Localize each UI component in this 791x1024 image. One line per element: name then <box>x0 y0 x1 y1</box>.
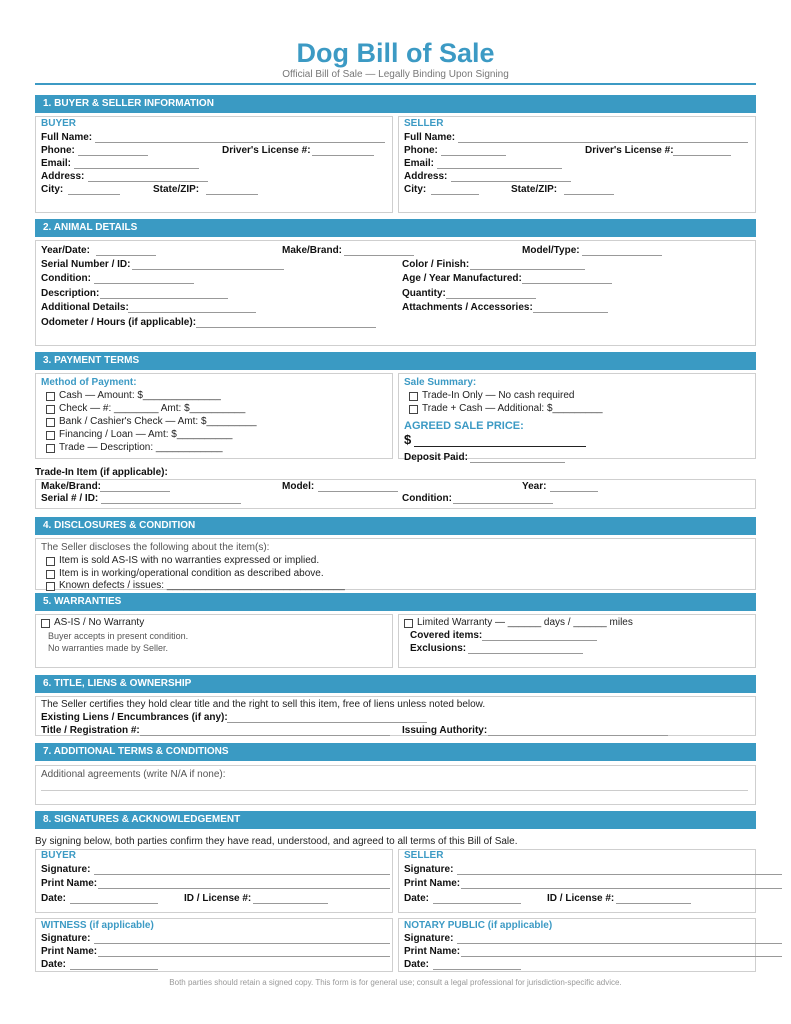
serial-field[interactable] <box>132 269 284 270</box>
trade-cash-option: Trade + Cash — Additional: $_________ <box>422 403 603 414</box>
buyer-id-label: ID / License #: <box>184 893 252 904</box>
notary-signature-label: Signature: <box>404 933 454 944</box>
asis-note-2: No warranties made by Seller. <box>48 643 169 653</box>
title-certification-text: The Seller certifies they hold clear title and the right to sell this item, free of liens unless noted below. <box>41 699 486 710</box>
buyer-address-field[interactable] <box>88 181 208 182</box>
seller-signature-label: SELLER <box>404 850 444 861</box>
issuing-authority-field[interactable] <box>488 735 668 736</box>
limited-warranty-option: Limited Warranty — ______ days / ______ miles <box>417 617 633 628</box>
trade-checkbox[interactable] <box>46 444 55 453</box>
seller-full-name-field[interactable] <box>458 142 748 143</box>
tradein-serial-field[interactable] <box>101 503 241 504</box>
buyer-city-field[interactable] <box>68 194 120 195</box>
witness-print-name-field[interactable] <box>98 956 390 957</box>
buyer-label: BUYER <box>41 118 77 129</box>
exclusions-label: Exclusions: <box>410 643 467 654</box>
seller-info-box <box>398 116 756 213</box>
document-subtitle: Official Bill of Sale — Legally Binding Upon Signing <box>282 69 509 80</box>
description-label: Description: <box>41 288 100 299</box>
section-2-header: 2. ANIMAL DETAILS <box>35 219 756 237</box>
section-3-header: 3. PAYMENT TERMS <box>35 352 756 370</box>
document-title: Dog Bill of Sale <box>296 38 495 68</box>
working-condition-option: Item is in working/operational condition as described above. <box>59 568 324 579</box>
color-label: Color / Finish: <box>402 259 470 270</box>
exclusions-field[interactable] <box>468 653 583 654</box>
notary-date-field[interactable] <box>433 969 521 970</box>
notary-print-name-field[interactable] <box>461 956 782 957</box>
limited-warranty-checkbox[interactable] <box>404 619 413 628</box>
section-8-header: 8. SIGNATURES & ACKNOWLEDGEMENT <box>35 811 756 829</box>
footer-note: Both parties should retain a signed copy. This form is for general use; consult a legal professional for jurisdiction-specific advice. <box>169 978 622 987</box>
seller-print-name-label: Print Name: <box>404 878 461 889</box>
witness-signature-field[interactable] <box>94 943 390 944</box>
serial-label: Serial Number / ID: <box>41 259 131 270</box>
buyer-full-name-field[interactable] <box>95 142 385 143</box>
seller-date-label: Date: <box>404 893 430 904</box>
age-label: Age / Year Manufactured: <box>402 273 522 284</box>
trade-only-checkbox[interactable] <box>409 392 418 401</box>
trade-option: Trade — Description: ____________ <box>59 442 223 453</box>
deposit-field[interactable] <box>470 462 565 463</box>
seller-email-label: Email: <box>404 158 435 169</box>
witness-print-name-label: Print Name: <box>41 946 98 957</box>
buyer-city-label: City: <box>41 184 64 195</box>
known-defects-option: Known defects / issues: ________________________________ <box>59 580 345 591</box>
financing-checkbox[interactable] <box>46 431 55 440</box>
additional-details-label: Additional Details: <box>41 302 129 313</box>
bank-option: Bank / Cashier's Check — Amt: $_________ <box>59 416 257 427</box>
summary-label: Sale Summary: <box>404 377 477 388</box>
disclosures-intro: The Seller discloses the following about the item(s): <box>41 542 270 553</box>
color-field[interactable] <box>470 269 585 270</box>
quantity-label: Quantity: <box>402 288 446 299</box>
asis-note-1: Buyer accepts in present condition. <box>48 631 189 641</box>
additional-details-field[interactable] <box>128 312 256 313</box>
tradein-box <box>35 479 756 509</box>
bank-checkbox[interactable] <box>46 418 55 427</box>
tradein-heading: Trade-In Item (if applicable): <box>35 467 168 478</box>
cash-option: Cash — Amount: $______________ <box>59 390 221 401</box>
buyer-print-name-field[interactable] <box>98 888 390 889</box>
method-label: Method of Payment: <box>41 377 137 388</box>
trade-only-option: Trade-In Only — No cash required <box>422 390 575 401</box>
seller-print-name-field[interactable] <box>461 888 782 889</box>
notary-label: NOTARY PUBLIC (if applicable) <box>404 920 553 931</box>
cash-checkbox[interactable] <box>46 392 55 401</box>
buyer-date-label: Date: <box>41 893 67 904</box>
quantity-field[interactable] <box>446 298 536 299</box>
seller-address-label: Address: <box>404 171 448 182</box>
buyer-date-field[interactable] <box>70 903 158 904</box>
buyer-id-field[interactable] <box>253 903 328 904</box>
check-option: Check — #: ________ Amt: $__________ <box>59 403 246 414</box>
model-field[interactable] <box>582 255 662 256</box>
buyer-state-label: State/ZIP: <box>153 184 200 195</box>
seller-state-label: State/ZIP: <box>511 184 558 195</box>
seller-signature-field-label: Signature: <box>404 864 454 875</box>
model-label: Model/Type: <box>522 245 580 256</box>
seller-phone-label: Phone: <box>404 145 438 156</box>
dollar-sign: $ <box>404 432 412 447</box>
seller-state-field[interactable] <box>564 194 614 195</box>
title-registration-label: Title / Registration #: <box>41 725 140 736</box>
section-1-header: 1. BUYER & SELLER INFORMATION <box>35 95 756 113</box>
section-4-header: 4. DISCLOSURES & CONDITION <box>35 517 756 535</box>
check-checkbox[interactable] <box>46 405 55 414</box>
witness-signature-label: Signature: <box>41 933 91 944</box>
seller-date-field[interactable] <box>433 903 521 904</box>
buyer-print-name-label: Print Name: <box>41 878 98 889</box>
year-field[interactable] <box>96 255 156 256</box>
additional-terms-line[interactable] <box>41 790 748 791</box>
covered-items-field[interactable] <box>482 640 597 641</box>
asis-disclosure-checkbox[interactable] <box>46 557 55 566</box>
age-field[interactable] <box>522 283 612 284</box>
buyer-address-label: Address: <box>41 171 85 182</box>
buyer-email-field[interactable] <box>74 168 199 169</box>
agreed-price-label: AGREED SALE PRICE: <box>404 420 524 432</box>
section-7-header: 7. ADDITIONAL TERMS & CONDITIONS <box>35 743 756 761</box>
known-defects-checkbox[interactable] <box>46 582 55 591</box>
tradein-year-label: Year: <box>522 481 547 492</box>
notary-print-name-label: Print Name: <box>404 946 461 957</box>
description-field[interactable] <box>100 298 228 299</box>
tradein-serial-label: Serial # / ID: <box>41 493 99 504</box>
tradein-make-label: Make/Brand: <box>41 481 102 492</box>
seller-phone-field[interactable] <box>441 155 506 156</box>
seller-id-field[interactable] <box>616 903 691 904</box>
attachments-field[interactable] <box>533 312 608 313</box>
seller-signature-field[interactable] <box>457 874 782 875</box>
attachments-label: Attachments / Accessories: <box>402 302 533 313</box>
issuing-authority-label: Issuing Authority: <box>402 725 488 736</box>
witness-date-field[interactable] <box>70 969 158 970</box>
section-5-header: 5. WARRANTIES <box>35 593 756 611</box>
asis-warranty-checkbox[interactable] <box>41 619 50 628</box>
seller-city-label: City: <box>404 184 427 195</box>
buyer-signature-field-label: Signature: <box>41 864 91 875</box>
seller-address-field[interactable] <box>451 181 571 182</box>
seller-license-label: Driver's License #: <box>585 145 674 156</box>
buyer-phone-field[interactable] <box>78 155 148 156</box>
buyer-signature-field[interactable] <box>94 874 390 875</box>
tradein-model-label: Model: <box>282 481 315 492</box>
notary-date-label: Date: <box>404 959 430 970</box>
trade-cash-checkbox[interactable] <box>409 405 418 414</box>
condition-label: Condition: <box>41 273 91 284</box>
seller-city-field[interactable] <box>431 194 479 195</box>
working-condition-checkbox[interactable] <box>46 570 55 579</box>
financing-option: Financing / Loan — Amt: $__________ <box>59 429 233 440</box>
buyer-license-label: Driver's License #: <box>222 145 311 156</box>
signatures-intro: By signing below, both parties confirm they have read, understood, and agreed to all terms of this Bill of Sale. <box>35 836 518 847</box>
witness-label: WITNESS (if applicable) <box>41 920 154 931</box>
condition-field[interactable] <box>94 283 194 284</box>
make-field[interactable] <box>344 255 414 256</box>
liens-label: Existing Liens / Encumbrances (if any): <box>41 712 228 723</box>
asis-disclosure-option: Item is sold AS-IS with no warranties expressed or implied. <box>59 555 320 566</box>
agreed-price-field[interactable] <box>414 446 586 447</box>
notary-signature-field[interactable] <box>457 943 782 944</box>
buyer-signature-label: BUYER <box>41 850 77 861</box>
buyer-state-field[interactable] <box>206 194 258 195</box>
additional-terms-prompt: Additional agreements (write N/A if none): <box>41 769 226 780</box>
buyer-full-name-label: Full Name: <box>41 132 93 143</box>
seller-license-field[interactable] <box>673 155 731 156</box>
covered-items-label: Covered items: <box>410 630 483 641</box>
tradein-condition-field[interactable] <box>453 503 553 504</box>
deposit-label: Deposit Paid: <box>404 452 468 463</box>
seller-full-name-label: Full Name: <box>404 132 456 143</box>
section-6-header: 6. TITLE, LIENS & OWNERSHIP <box>35 675 756 693</box>
tradein-condition-label: Condition: <box>402 493 452 504</box>
buyer-email-label: Email: <box>41 158 72 169</box>
seller-label: SELLER <box>404 118 444 129</box>
year-label: Year/Date: <box>41 245 90 256</box>
make-label: Make/Brand: <box>282 245 343 256</box>
title-registration-field[interactable] <box>140 735 390 736</box>
buyer-phone-label: Phone: <box>41 145 75 156</box>
witness-date-label: Date: <box>41 959 67 970</box>
odometer-label: Odometer / Hours (if applicable): <box>41 317 197 328</box>
buyer-info-box <box>35 116 393 213</box>
tradein-make-field[interactable] <box>100 491 170 492</box>
liens-field[interactable] <box>227 722 427 723</box>
seller-email-field[interactable] <box>437 168 562 169</box>
tradein-model-field[interactable] <box>318 491 398 492</box>
tradein-year-field[interactable] <box>550 491 598 492</box>
buyer-license-field[interactable] <box>312 155 374 156</box>
asis-warranty-option: AS-IS / No Warranty <box>54 617 145 628</box>
seller-id-label: ID / License #: <box>547 893 615 904</box>
title-divider <box>35 83 756 85</box>
odometer-field[interactable] <box>196 327 376 328</box>
